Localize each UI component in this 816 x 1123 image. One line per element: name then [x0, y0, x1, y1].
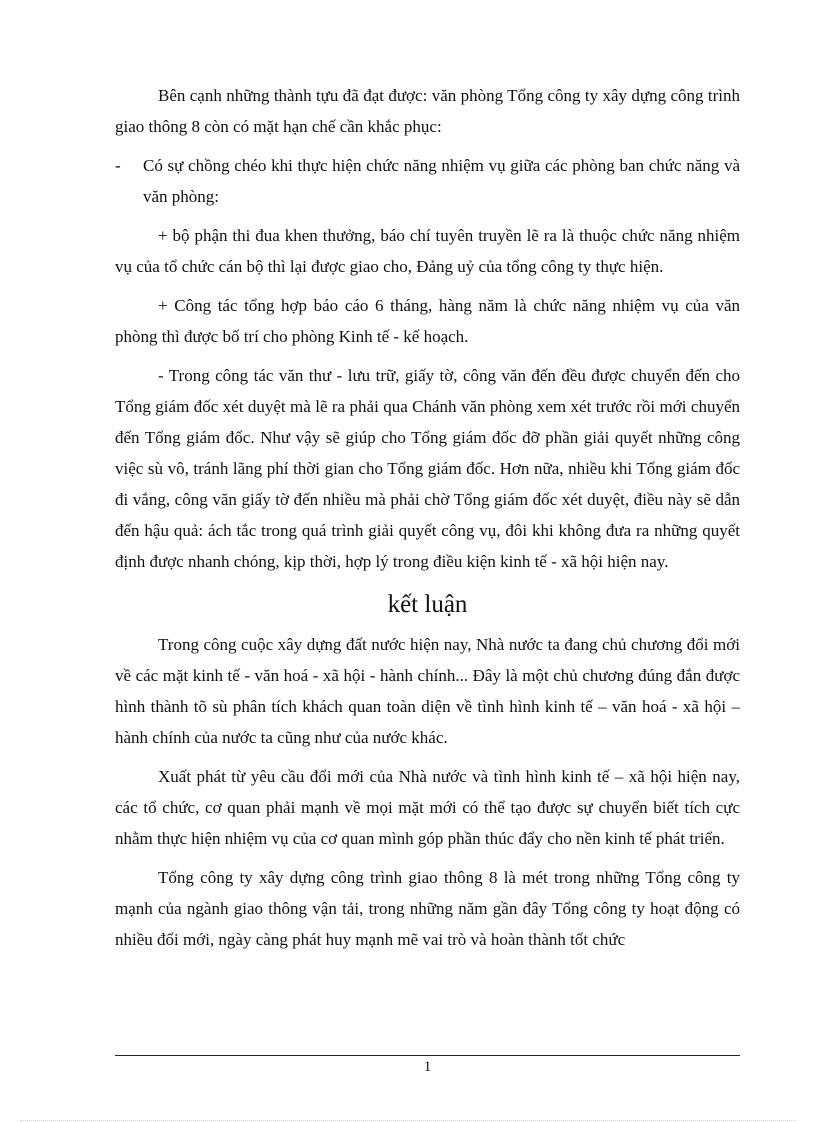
- document-body: [115, 80, 740, 963]
- paragraph-conclusion-1: Trong công cuộc xây dựng đất nước hiện nay, Nhà nước ta đang chủ chương đổi mới về các mặt kinh tế - văn hoá - xã hội - hành chính... Đây là một chủ chương đúng đắn được hình thành tõ sù phân tích khách quan toàn diện về tình hình kinh tế – văn hoá - xã hội – hành chính của nước ta cũng như của nước khác.: [115, 635, 740, 747]
- footer-divider: [115, 1055, 740, 1056]
- dash-list-item: [115, 150, 740, 212]
- dash-item-text: Có sự chồng chéo khi thực hiện chức năng nhiệm vụ giữa các phòng ban chức năng và văn phòng:: [143, 156, 740, 206]
- paragraph-plus-1: + bộ phận thi đua khen thưởng, báo chí tuyên truyền lẽ ra là thuộc chức năng nhiệm vụ của tổ chức cán bộ thì lại được giao cho, Đảng uỷ của tổng công ty thực hiện.: [115, 226, 740, 276]
- paragraph-archive: - Trong công tác văn thư - lưu trữ, giấy tờ, công văn đến đều được chuyển đến cho Tổng giám đốc xét duyệt mà lẽ ra phải qua Chánh văn phòng xem xét trước rồi mới chuyển đến Tổng giám đốc. Như vậy sẽ giúp cho Tổng giám đốc đỡ phần giải quyết những công việc sù vô, tránh lãng phí thời gian cho Tổng giám đốc. Hơn nữa, nhiều khi Tổng giám đốc đi vắng, công văn giấy tờ đến nhiều mà phải chờ Tổng giám đốc xét duyệt, điều này sẽ dẫn đến hậu quả: ách tắc trong quá trình giải quyết công vụ, đôi khi không đưa ra những quyết định được nhanh chóng, kịp thời, hợp lý trong điều kiện kinh tế - xã hội hiện nay.: [115, 366, 740, 571]
- paragraph-plus-2: + Công tác tổng hợp báo cáo 6 tháng, hàng năm là chức năng nhiệm vụ của văn phòng thì được bố trí cho phòng Kinh tế - kế hoạch.: [115, 296, 740, 346]
- page-bottom-edge: [20, 1120, 796, 1121]
- paragraph-intro: Bên cạnh những thành tựu đã đạt được: văn phòng Tổng công ty xây dựng công trình giao thông 8 còn có mặt hạn chế cần khắc phục:: [115, 86, 740, 136]
- dash-marker: -: [115, 156, 121, 175]
- paragraph-conclusion-3: Tổng công ty xây dựng công trình giao thông 8 là mét trong những Tổng công ty mạnh của ngành giao thông vận tải, trong những năm gần đây Tổng công ty hoạt động có nhiều đổi mới, ngày càng phát huy mạnh mẽ vai trò và hoàn thành tốt chức: [115, 868, 740, 949]
- page-number: 1: [423, 1059, 432, 1075]
- section-heading: kết luận: [387, 591, 468, 618]
- paragraph-conclusion-2: Xuất phát từ yêu cầu đổi mới của Nhà nước và tình hình kinh tế – xã hội hiện nay, các tổ chức, cơ quan phải mạnh về mọi mặt mới có thể tạo được sự chuyển biết tích cực nhằm thực hiện nhiệm vụ của cơ quan mình góp phần thúc đẩy cho nền kinh tế phát triển.: [115, 767, 740, 848]
